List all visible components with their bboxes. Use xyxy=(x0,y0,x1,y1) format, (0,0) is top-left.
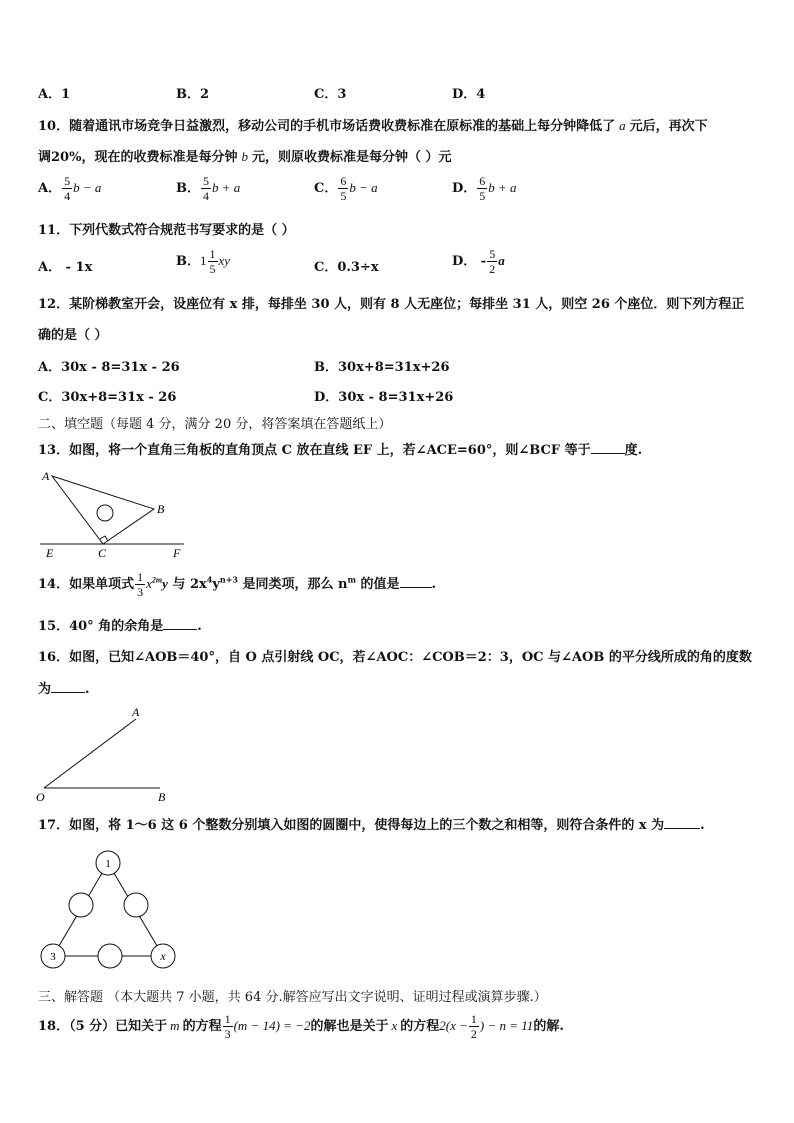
q12-option-c: C．30x+8=31x - 26 xyxy=(38,390,177,405)
option-a: A．1 xyxy=(38,87,71,102)
q10-option-b: B． $\frac{5}{4}$ b + a xyxy=(176,174,241,203)
q13-stem: 13．如图，将一个直角三角板的直角顶点 C 放在直线 EF 上，若∠ACE=60°，则∠BCF 等于 度. xyxy=(38,443,643,458)
q16-figure xyxy=(36,702,181,804)
q15-text: 15．40° 角的余角是 . xyxy=(38,619,202,634)
label-right: x xyxy=(160,949,166,963)
section3-heading: 三、解答题 （本大题共 7 小题，共 64 分.解答应写出文字说明、证明过程或演算步骤.） xyxy=(38,990,547,1005)
label-e: E xyxy=(46,546,54,560)
q12-line1: 12．某阶梯教室开会，设座位有 x 排，每排坐 30 人，则有 8 人无座位；每排坐 31 人，则空 26 个座位．则下列方程正 xyxy=(38,297,745,312)
q11-option-a: A． - 1x xyxy=(38,260,93,275)
label-a: A xyxy=(42,469,50,483)
q17-stem: 17．如图，将 1～6 这 6 个整数分别填入如图的圆圈中，使得每边上的三个数之和相等，则符合条件的 x 为 . xyxy=(38,818,705,833)
q11-stem: 11．下列代数式符合规范书写要求的是（ ） xyxy=(38,223,295,238)
answer-blank xyxy=(400,575,432,588)
section2-heading: 二、填空题（每题 4 分，满分 20 分，将答案填在答题纸上） xyxy=(38,417,392,432)
q11-option-b: B．1 $\frac{1}{5}$ xy xyxy=(176,247,231,276)
q16-line2: 为 . xyxy=(38,682,90,697)
q10-option-d: D． $\frac{6}{5}$ b + a xyxy=(452,174,517,203)
q10-option-c: C． $\frac{6}{5}$ b − a xyxy=(314,174,378,203)
q13-figure xyxy=(38,465,198,560)
label-b: B xyxy=(157,502,165,516)
label-left: 3 xyxy=(50,951,56,963)
q12-option-a: A．30x - 8=31x - 26 xyxy=(38,360,180,375)
label-a: A xyxy=(132,705,140,719)
label-f: F xyxy=(173,546,181,560)
option-b: B．2 xyxy=(176,87,210,102)
q11-option-c: C．0.3÷x xyxy=(314,260,379,275)
q12-line2: 确的是（ ） xyxy=(38,328,108,343)
label-top: 1 xyxy=(105,858,111,870)
circle-left-mid xyxy=(69,893,93,917)
answer-blank xyxy=(51,680,85,693)
q12-option-d: D．30x - 8=31x+26 xyxy=(314,390,454,405)
q17-figure xyxy=(38,846,188,976)
circle-bottom-mid xyxy=(98,944,122,968)
answer-blank xyxy=(591,441,625,454)
circle-right-mid xyxy=(124,893,148,917)
q10-option-a: A． $\frac{5}{4}$ b − a xyxy=(38,174,102,203)
q12-option-b: B．30x+8=31x+26 xyxy=(314,360,450,375)
label-o: O xyxy=(36,790,45,804)
q11-option-d: D． - $\frac{5}{2}$ a xyxy=(452,247,505,276)
label-c: C xyxy=(98,546,107,560)
q16-line1: 16．如图，已知∠AOB＝40°，自 O 点引射线 OC，若∠AOC：∠COB＝2：3，OC 与∠AOB 的平分线所成的角的度数 xyxy=(38,650,752,665)
q18-text: 18．（5 分）已知关于 m 的方程 $\frac{1}{3}$ (m − 14) = −2的解也是关于 x 的方程2(x − $\frac{1}{2}$ ) − n = 11的解. xyxy=(38,1012,564,1041)
label-b: B xyxy=(158,790,166,804)
option-d: D．4 xyxy=(452,87,486,102)
answer-blank xyxy=(664,816,700,829)
option-c: C．3 xyxy=(314,87,347,102)
answer-blank xyxy=(163,617,197,630)
q10-line2: 调20%，现在的收费标准是每分钟 b 元，则原收费标准是每分钟（ ）元 xyxy=(38,149,452,165)
q14-text: 14．如果单项式 $\frac{1}{3}$ $x^{2m}y$ 与 $2x^4y^{n+3}$ 是同类项，那么 $n^m$ 的值是 . xyxy=(38,570,437,599)
q10-line1: 10．随着通讯市场竞争日益激烈，移动公司的手机市场话费收费标准在原标准的基础上每分钟降低了 a 元后，再次下 xyxy=(38,118,708,134)
